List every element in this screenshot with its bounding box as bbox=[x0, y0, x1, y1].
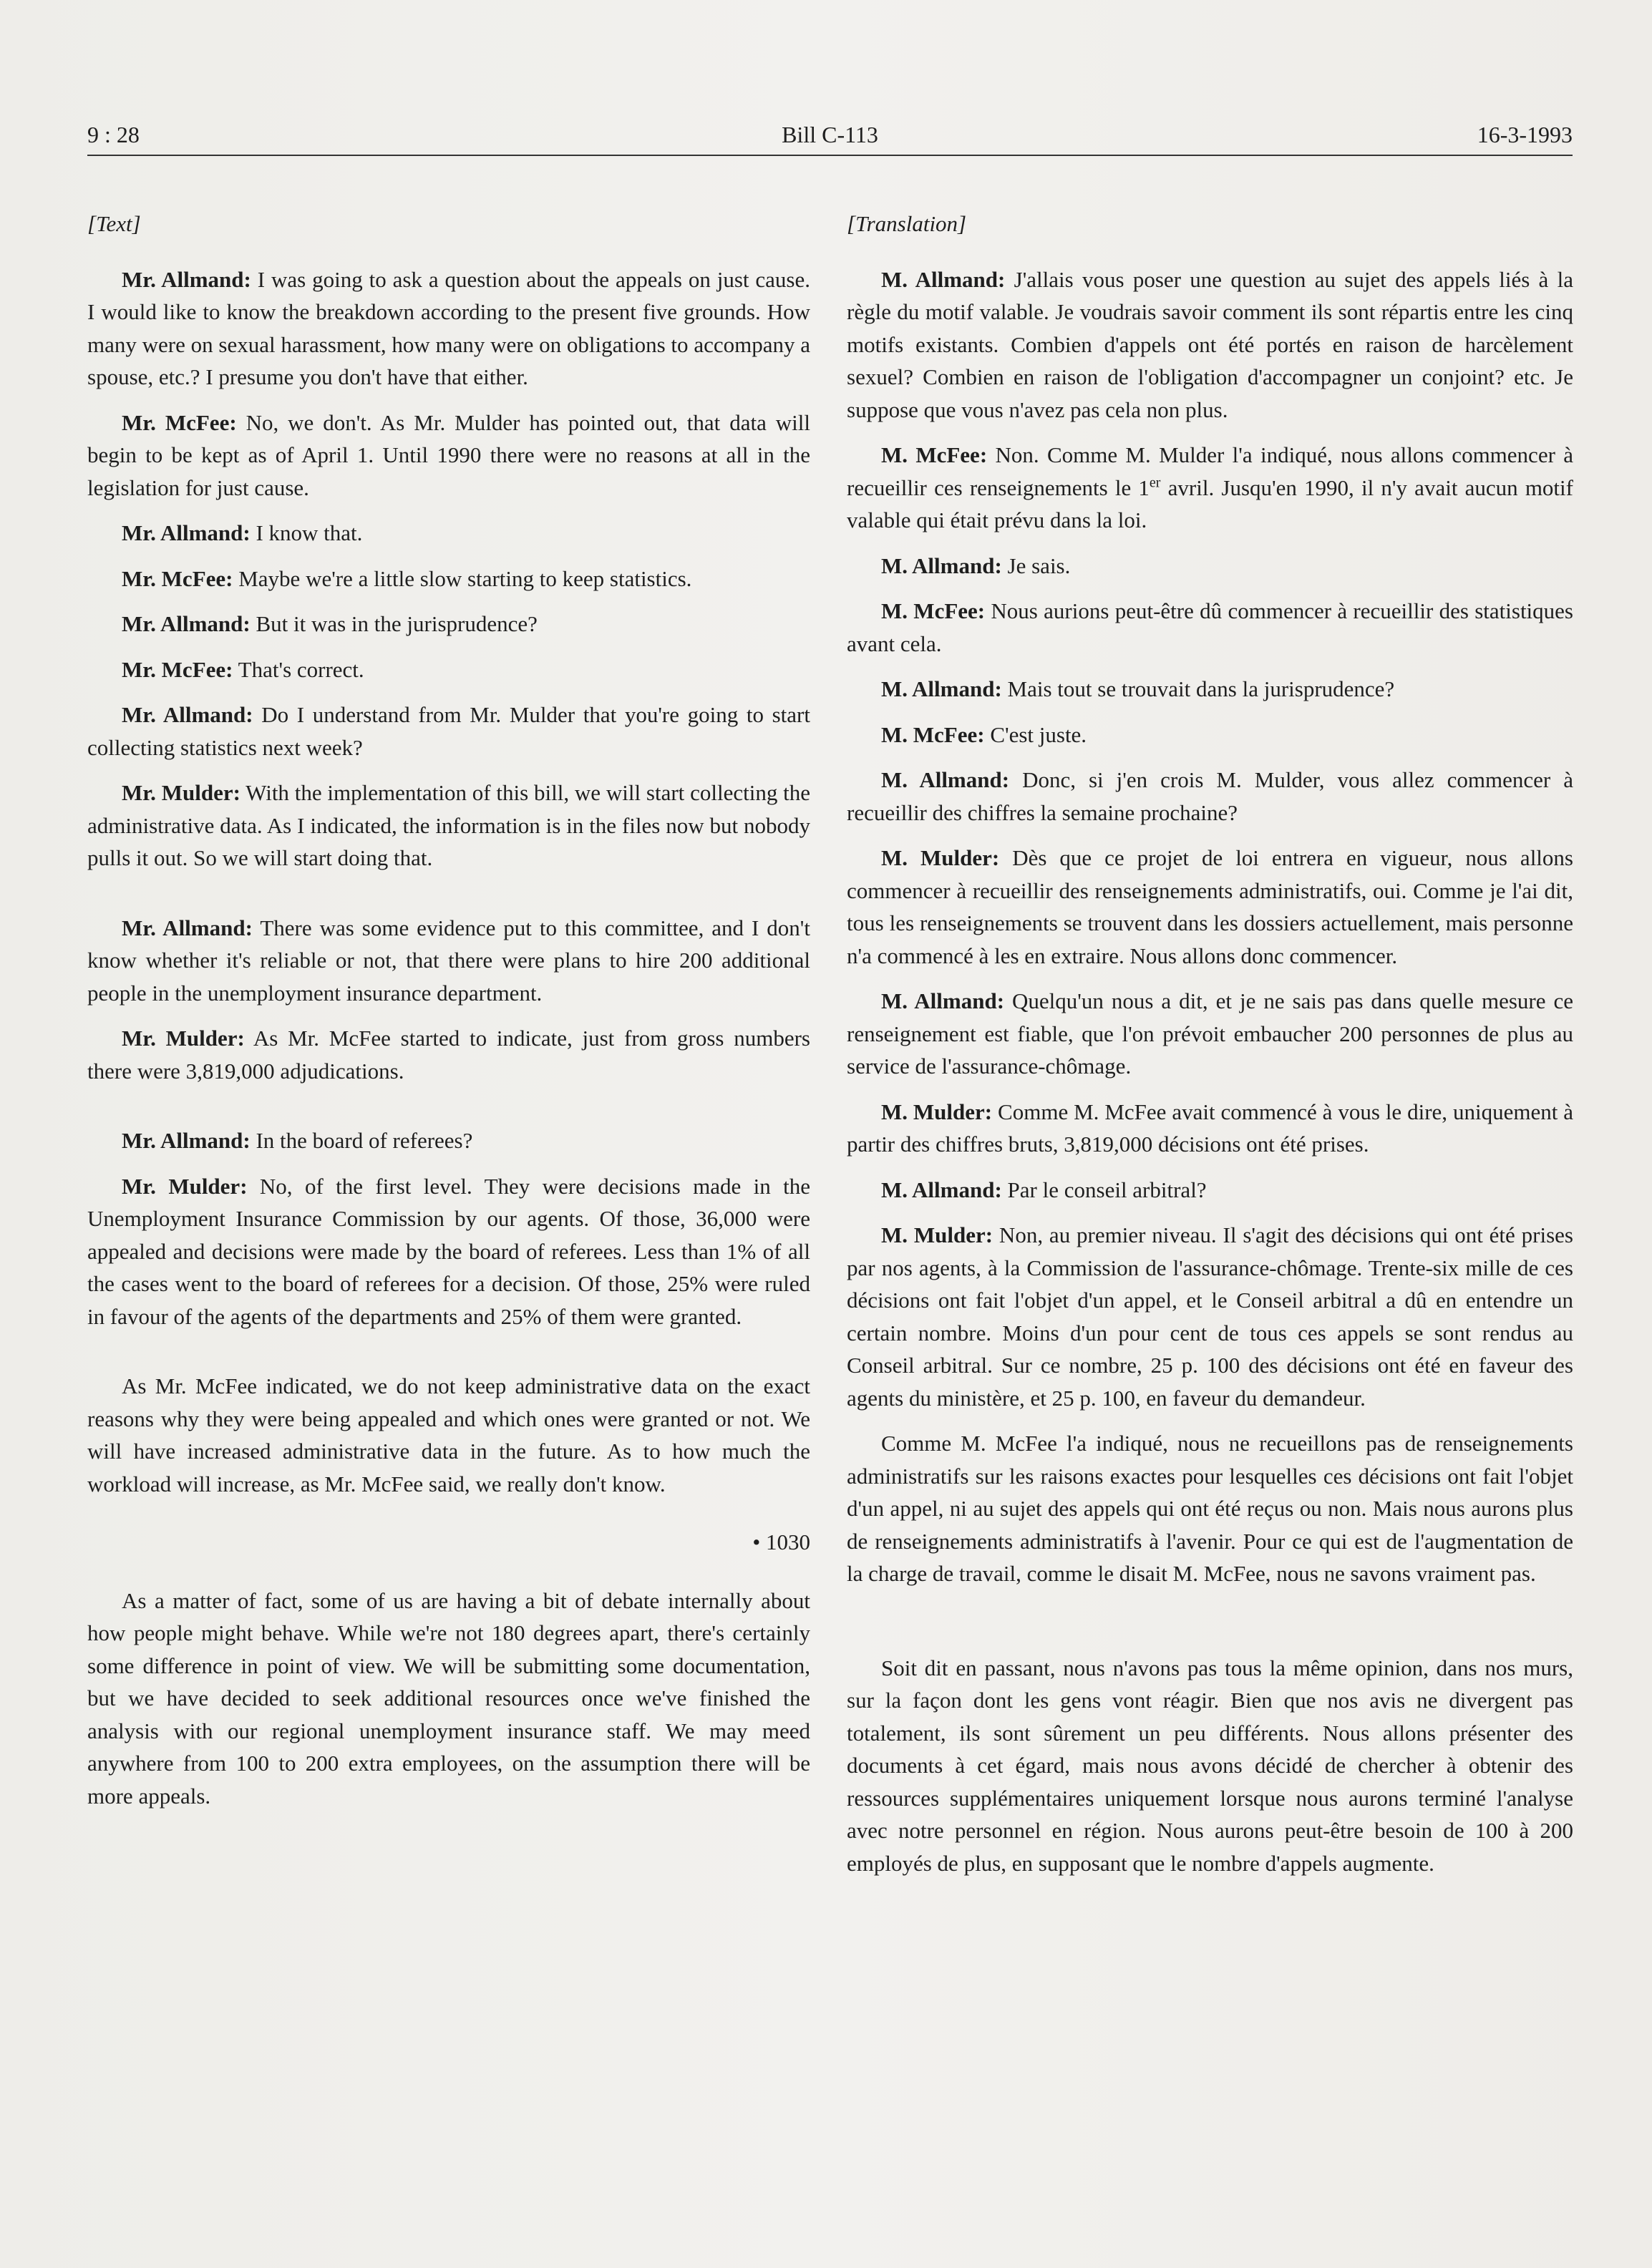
paragraph bbox=[87, 912, 810, 1010]
speaker-name: M. McFee: bbox=[881, 598, 986, 623]
paragraph bbox=[847, 263, 1573, 427]
speech-text: Soit dit en passant, nous n'avons pas tous la même opinion, dans nos murs, sur la façon dont les gens vont réagir. Bien que nos avis ne divergent pas totalement, ils sont sûrement un peu différents. Nous allons présenter des documents à cet égard, mais nous avons décidé de chercher à obtenir des ressources supplémentaires uniquement lorsque nous aurons terminé l'analyse avec notre personnel en région. Nous aurons peut-être besoin de 100 à 200 employés de plus, en supposant que le nombre d'appels augmente. bbox=[847, 1655, 1573, 1876]
speaker-name: M. Allmand: bbox=[881, 266, 1006, 292]
speaker-name: Mr. Allmand: bbox=[122, 611, 251, 636]
speech-text: In the board of referees? bbox=[250, 1128, 473, 1153]
paragraph bbox=[87, 1124, 810, 1157]
page-header bbox=[87, 119, 1573, 156]
speech-text: Mais tout se trouvait dans la jurisprudence? bbox=[1001, 676, 1395, 701]
speech-text: As Mr. McFee indicated, we do not keep administrative data on the exact reasons why they were being appealed and which ones were granted or not. We will have increased administrative data in the future. As to how much the workload will increase, as Mr. McFee said, we really don't know. bbox=[87, 1373, 810, 1496]
speech-text: There was some evidence put to this committee, and I don't know whether it's reliable or not, that there were plans to hire 200 additional people in the unemployment insurance department. bbox=[87, 915, 811, 1006]
spacer bbox=[847, 1603, 1573, 1627]
paragraph bbox=[87, 1170, 810, 1333]
speech-text: Par le conseil arbitral? bbox=[1001, 1177, 1207, 1202]
speaker-name: Mr. Allmand: bbox=[122, 915, 253, 940]
paragraph bbox=[87, 407, 810, 505]
speaker-name: M. Allmand: bbox=[881, 1177, 1002, 1202]
speech-text: Maybe we're a little slow starting to keep statistics. bbox=[233, 565, 692, 591]
bill-title: Bill C-113 bbox=[782, 122, 878, 147]
speech-text: Comme M. McFee l'a indiqué, nous ne recueillons pas de renseignements administratifs sur les raisons exactes pour lesquelles ces décisions ont fait l'objet d'un appel, ni au sujet des appels qui ont été reçus ou non. Mais nous aurons plus de renseignements administratifs à l'avenir. Pour ce qui est de l'augmentation de la charge de travail, comme le disait M. McFee, nous ne savons vraiment pas. bbox=[847, 1431, 1573, 1586]
speaker-name: M. Mulder: bbox=[881, 1222, 993, 1247]
paragraph bbox=[87, 653, 810, 686]
speaker-name: M. Allmand: bbox=[881, 767, 1010, 792]
speech-text: Non. Comme M. Mulder l'a indiqué, nous allons commencer à recueillir ces renseignements le 1 bbox=[847, 442, 1573, 500]
speech-text: As a matter of fact, some of us are having a bit of debate internally about how people might behave. While we're not 180 degrees apart, there's certainly some difference in point of view. We will be submitting some documentation, but we have decided to seek additional resources once we've finished the analysis with our regional unemployment insurance staff. We may meed anywhere from 100 to 200 extra employees, on the assumption there will be more appeals. bbox=[87, 1587, 810, 1809]
speaker-name: M. Mulder: bbox=[881, 845, 1000, 870]
speech-text: No, we don't. As Mr. Mulder has pointed out, that data will begin to be kept as of April 1. Until 1990 there were no reasons at all in the legislation for just cause. bbox=[87, 409, 810, 500]
speech-text: Nous aurions peut-être dû commencer à recueillir des statistiques avant cela. bbox=[847, 598, 1573, 656]
column-label: [Translation] bbox=[847, 211, 967, 236]
speech-text: I was going to ask a question about the appeals on just cause. I would like to know the breakdown according to the present five grounds. How many were on sexual harassment, how many were on obligations to accompany a spouse, etc.? I presume you don't have that either. bbox=[87, 266, 810, 389]
speaker-name: Mr. Allmand: bbox=[122, 266, 251, 292]
header-date: 16-3-1993 bbox=[1477, 122, 1573, 147]
speech-text: Comme M. McFee avait commencé à vous le dire, uniquement à partir des chiffres bruts, 3,819,000 décisions ont été prises. bbox=[847, 1099, 1573, 1157]
speech-text: As Mr. McFee started to indicate, just from gross numbers there were 3,819,000 adjudications. bbox=[87, 1026, 810, 1084]
time-marker: • 1030 bbox=[752, 1529, 810, 1554]
speech-text: I know that. bbox=[250, 520, 363, 545]
paragraph bbox=[847, 1174, 1573, 1207]
speaker-name: M. McFee: bbox=[881, 442, 988, 467]
paragraph bbox=[87, 608, 810, 641]
page-reference: 9 : 28 bbox=[87, 122, 140, 147]
paragraph bbox=[847, 1652, 1573, 1880]
speaker-name: Mr. McFee: bbox=[122, 409, 237, 435]
paragraph bbox=[87, 1022, 810, 1087]
speech-text: With the implementation of this bill, we will start collecting the administrative data. As I indicated, the information is in the files now but nobody pulls it out. So we will start doing that. bbox=[87, 780, 811, 870]
speaker-name: M. Allmand: bbox=[881, 988, 1005, 1013]
paragraph bbox=[847, 1219, 1573, 1414]
paragraph bbox=[847, 764, 1573, 829]
speech-text: J'allais vous poser une question au sujet des appels liés à la règle du motif valable. Je voudrais savoir comment ils sont répartis entre les cinq motifs existants. Combien d'appels ont été portés en raison de harcèlement sexuel? Combien en raison de l'obligation d'accompagner un conjoint? etc. Je suppose que vous n'avez pas cela non plus. bbox=[847, 266, 1573, 422]
speech-text: Donc, si j'en crois M. Mulder, vous allez commencer à recueillir des chiffres la semaine prochaine? bbox=[847, 767, 1573, 825]
speaker-name: Mr. Mulder: bbox=[122, 780, 240, 805]
spacer bbox=[87, 887, 810, 912]
speaker-name: Mr. Mulder: bbox=[122, 1173, 248, 1199]
speech-text: avril. Jusqu'en 1990, il n'y avait aucun motif valable qui était prévu dans la loi. bbox=[847, 474, 1573, 532]
speaker-name: M. Allmand: bbox=[881, 676, 1002, 701]
paragraph bbox=[87, 777, 810, 875]
superscript: er bbox=[1149, 474, 1161, 491]
paragraph bbox=[847, 550, 1573, 583]
speaker-name: M. Allmand: bbox=[881, 553, 1002, 578]
paragraph bbox=[847, 985, 1573, 1083]
speech-text: Quelqu'un nous a dit, et je ne sais pas dans quelle mesure ce renseignement est fiable, que l'on prévoit embaucher 200 personnes de plus au service de l'assurance-chômage. bbox=[847, 988, 1573, 1079]
speech-text: Non, au premier niveau. Il s'agit des décisions qui ont été prises par nos agents, à la Commission de l'assurance-chômage. Trente-six mille de ces décisions ont fait l'objet d'un appel, et le Conseil arbitral a dû en entendre un certain nombre. Moins d'un pour cent de tous ces appels se sont rendus au Conseil arbitral. Sur ce nombre, 25 p. 100 des décisions ont été en faveur des agents du ministère, et 25 p. 100, en faveur du demandeur. bbox=[847, 1222, 1573, 1411]
speech-text: Dès que ce projet de loi entrera en vigueur, nous allons commencer à recueillir des renseignements administratifs, oui. Comme je l'ai dit, tous les renseignements se trouvent dans les dossiers actuellement, mais personne n'a commencé à les en extraire. Nous allons donc commencer. bbox=[847, 845, 1573, 968]
speaker-name: M. McFee: bbox=[881, 721, 985, 747]
spacer bbox=[87, 1345, 810, 1370]
paragraph bbox=[87, 699, 810, 764]
paragraph bbox=[87, 1585, 810, 1813]
speaker-name: Mr. McFee: bbox=[122, 565, 233, 591]
spacer bbox=[87, 1100, 810, 1124]
speech-text: C'est juste. bbox=[984, 721, 1087, 747]
paragraph bbox=[87, 263, 810, 394]
speech-text: That's correct. bbox=[233, 656, 364, 682]
paragraph bbox=[847, 1096, 1573, 1161]
column-label: [Text] bbox=[87, 211, 141, 236]
speech-text: Do I understand from Mr. Mulder that you're going to start collecting statistics next week? bbox=[87, 702, 810, 760]
paragraph bbox=[87, 517, 810, 550]
speaker-name: Mr. Allmand: bbox=[122, 520, 251, 545]
speech-text: No, of the first level. They were decisions made in the Unemployment Insurance Commission by our agents. Of those, 36,000 were appealed and decisions were made by the board of referees. Less than 1% of all the cases went to the board of referees for a decision. Of those, 25% were ruled in favour of the agents of the departments and 25% of them were granted. bbox=[87, 1173, 810, 1329]
paragraph bbox=[87, 1370, 810, 1500]
speaker-name: Mr. Mulder: bbox=[122, 1026, 245, 1051]
paragraph bbox=[87, 563, 810, 595]
speech-text: But it was in the jurisprudence? bbox=[250, 611, 538, 636]
paragraph bbox=[847, 439, 1573, 537]
spacer bbox=[847, 1627, 1573, 1652]
french-column bbox=[847, 208, 1573, 1892]
speaker-name: Mr. Allmand: bbox=[122, 1128, 251, 1153]
speech-text: Je sais. bbox=[1001, 553, 1071, 578]
paragraph bbox=[847, 595, 1573, 660]
paragraph bbox=[847, 842, 1573, 972]
paragraph bbox=[847, 719, 1573, 751]
speaker-name: Mr. Allmand: bbox=[122, 702, 253, 727]
paragraph bbox=[847, 1427, 1573, 1590]
english-column bbox=[87, 208, 810, 1825]
speaker-name: Mr. McFee: bbox=[122, 656, 233, 682]
speaker-name: M. Mulder: bbox=[881, 1099, 993, 1124]
paragraph bbox=[847, 673, 1573, 706]
